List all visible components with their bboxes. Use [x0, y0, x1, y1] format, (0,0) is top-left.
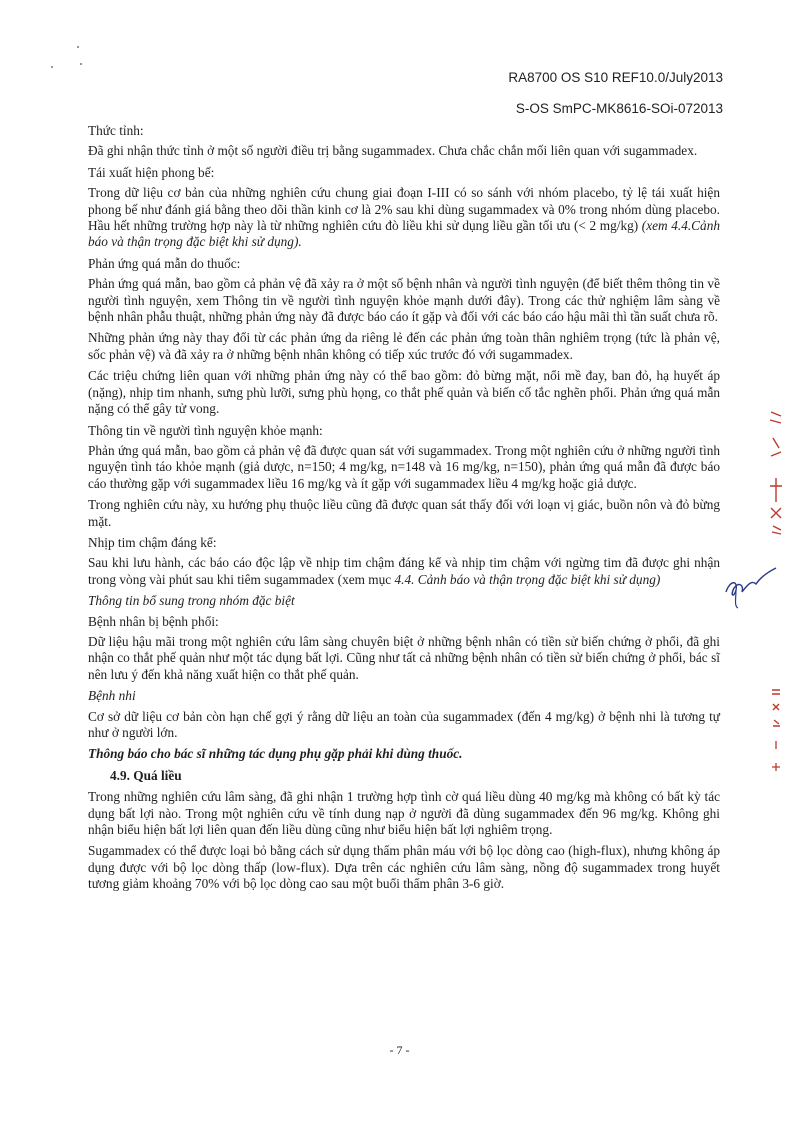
stamp-fragment-top: [765, 408, 787, 538]
page-content: [88, 123, 720, 898]
physician-notice: Thông báo cho bác sĩ những tác dụng phụ gặp phải khi dùng thuốc.: [88, 746, 463, 762]
paragraph-volunteers-2: Trong nghiên cứu này, xu hướng phụ thuộc liều cũng đã được quan sát thấy đối với loạn vị giác, buồn nôn và đỏ bừng mặt.: [88, 497, 720, 529]
document-code: RA8700 OS S10 REF10.0/July2013: [508, 70, 723, 85]
paragraph-lung-disease: Dữ liệu hậu mãi trong một nghiên cứu lâm sàng chuyên biệt ở những bệnh nhân có tiền sử biến chứng ở phổi, đã ghi nhận co thắt phế quản như một tác dụng bất lợi. Cũng như tất cả những bệnh nhân có tiền sử biến chứng ở phổi, bác sĩ nên lưu ý đến khả năng xuất hiện co thắt phế quản.: [88, 633, 720, 682]
section-title-special-populations: Thông tin bổ sung trong nhóm đặc biệt: [88, 593, 295, 609]
scan-speck: [77, 46, 79, 48]
stamp-fragment-middle: [766, 686, 786, 734]
section-title-bradycardia: Nhịp tim chậm đáng kể:: [88, 534, 217, 550]
section-title-recurrence: Tái xuất hiện phong bế:: [88, 164, 215, 180]
section-title-awareness: Thức tỉnh:: [88, 123, 144, 138]
scan-speck: [80, 63, 82, 65]
recurrence-text: Trong dữ liệu cơ bản của những nghiên cứu chung giai đoạn I-III có so sánh với nhóm placebo, tỷ lệ tái xuất hiện phong bế như đánh giá bằng theo dõi thần kinh cơ là 2% sau khi dùng sugammadex và 0% trong nhóm dùng placebo. Hầu hết những trường hợp này là từ những nghiên cứu đò liều khi sử dụng liều gần tối ưu (< 2 mg/kg): [88, 185, 720, 234]
bradycardia-reference: 4.4. Cảnh báo và thận trọng đặc biệt khi sử dụng): [394, 571, 661, 587]
paragraph-overdose-2: Sugammadex có thể được loại bỏ bằng cách sử dụng thẩm phân máu với bộ lọc dòng cao (high-flux), nhưng không áp dụng được với bộ lọc dòng thấp (low-flux). Dựa trên các nghiên cứu lâm sàng, nồng độ sugammadex trong huyết tương giảm khoảng 70% với bộ lọc dòng cao sau một buổi thẩm phân 3-6 giờ.: [88, 843, 720, 892]
paragraph-recurrence: [88, 185, 720, 251]
paragraph-bradycardia: [88, 555, 720, 588]
paragraph-hypersensitivity-3: Các triệu chứng liên quan với những phản ứng này có thể bao gồm: đỏ bừng mặt, nổi mề đay, ban đỏ, hạ huyết áp (nặng), nhịp tim nhanh, sưng phù lưỡi, sưng phù họng, co thắt phế quản và biến cố tắc nghẽn phổi. Phản ứng quá mẫn nặng có thể gây tử vong.: [88, 368, 720, 417]
section-title-pediatrics: Bệnh nhi: [88, 688, 136, 704]
page-number: - 7 -: [389, 1043, 410, 1057]
recurrence-reference: (xem 4.4.Cảnh báo và thận trọng đặc biệt khi sử dụng).: [88, 218, 720, 250]
scan-speck: [51, 66, 53, 68]
paragraph-awareness: Đã ghi nhận thức tỉnh ở một số người điều trị bằng sugammadex. Chưa chắc chắn mối liên quan với sugammadex.: [88, 143, 698, 159]
section-heading-overdose: 4.9. Quá liều: [110, 767, 182, 783]
bradycardia-text: Sau khi lưu hành, các báo cáo độc lập về nhịp tim chậm đáng kể và nhịp tim chậm với ngừng tim đã được ghi nhận trong vòng vài phút sau khi tiêm sugammadex (xem mục: [88, 555, 720, 587]
section-title-volunteers: Thông tin về người tình nguyện khỏe mạnh:: [88, 422, 323, 438]
section-title-lung-disease: Bệnh nhân bị bệnh phổi:: [88, 613, 219, 629]
section-title-hypersensitivity: Phản ứng quá mẫn do thuốc:: [88, 255, 241, 271]
paragraph-volunteers-1: Phản ứng quá mẫn, bao gồm cả phản vệ đã được quan sát với sugammadex. Trong một nghiên cứu ở những người tình nguyện tình táo khỏe mạnh (giả dược, n=150; 4 mg/kg, n=148 và 16 mg/kg, n=150), phản ứng quá mẫn đã được báo cáo thường gặp với sugammadex liều 16 mg/kg và ít gặp với sugammadex liều 4 mg/kg hoặc giả dược.: [88, 442, 720, 491]
paragraph-hypersensitivity-2: Những phản ứng này thay đổi từ các phản ứng da riêng lẻ đến các phản ứng toàn thân nghiêm trọng (tức là phản vệ, sốc phản vệ) và đã xảy ra ở những bệnh nhân không có tiếp xúc trước đó với sugammadex.: [88, 330, 720, 362]
stamp-fragment-bottom: [766, 737, 786, 783]
paragraph-overdose-1: Trong những nghiên cứu lâm sàng, đã ghi nhận 1 trường hợp tình cờ quá liều dùng 40 mg/kg mà không có bất kỳ tác dụng bất lợi nào. Trong một nghiên cứu về tính dung nạp ở người đã dùng sugammadex đến 96 mg/kg. Không ghi nhận biểu hiện bất lợi liên quan đến liều dùng cũng như biểu hiện bất lợi nghiêm trọng.: [88, 789, 720, 838]
document-reference: S-OS SmPC-MK8616-SOi-072013: [515, 101, 723, 116]
paragraph-hypersensitivity-1: Phản ứng quá mẫn, bao gồm cả phản vệ đã xảy ra ở một số bệnh nhân và người tình nguyện (để biết thêm thông tin về người tình nguyện, xem Thông tin về người tình nguyện khỏe mạnh dưới đây). Trong các thử nghiệm lâm sàng về bệnh nhân phẫu thuật, những phản ứng này đã được báo cáo ít gặp và đối với các báo cáo hậu mãi thì tần suất chưa rõ.: [88, 276, 720, 325]
handwritten-signature: [722, 562, 778, 610]
paragraph-pediatrics: Cơ sở dữ liệu cơ bản còn hạn chế gợi ý rằng dữ liệu an toàn của sugammadex (đến 4 mg/kg) ở bệnh nhi là tương tự như ở người lớn.: [88, 708, 720, 740]
